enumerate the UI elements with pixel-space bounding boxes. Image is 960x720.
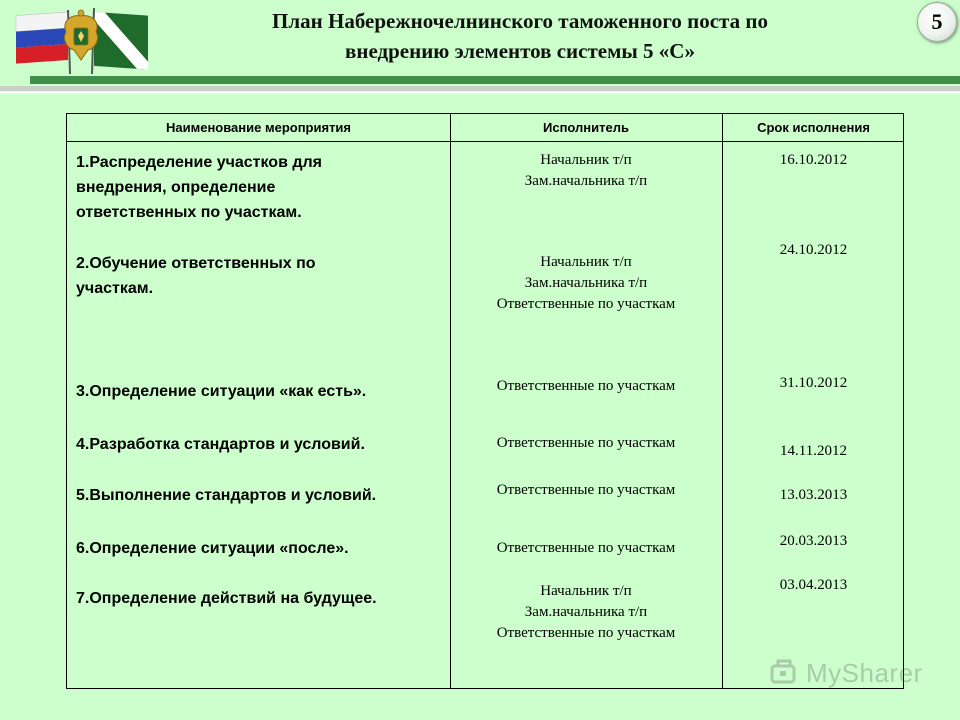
executor-cell: Начальник т/п Зам.начальника т/п bbox=[524, 152, 648, 189]
header-divider bbox=[67, 141, 903, 142]
mysharer-logo-icon bbox=[768, 656, 802, 690]
deadline-cell: 13.03.2013 bbox=[779, 487, 848, 503]
page-title bbox=[170, 6, 870, 66]
executor-cell: Начальник т/п Зам.начальника т/п Ответственные по участкам bbox=[496, 254, 676, 312]
executor-cell: Ответственные по участкам bbox=[496, 435, 676, 451]
deadline-cell: 31.10.2012 bbox=[779, 375, 848, 391]
deadline-cell: 16.10.2012 bbox=[779, 152, 848, 168]
executor-cell: Начальник т/п Зам.начальника т/п Ответственные по участкам bbox=[496, 583, 676, 641]
task-cell: 2.Обучение ответственных по участкам. bbox=[76, 255, 316, 297]
executor-cell: Ответственные по участкам bbox=[496, 540, 676, 556]
plan-table bbox=[66, 113, 904, 689]
task-cell: 4.Разработка стандартов и условий. bbox=[76, 436, 365, 453]
deadline-cell: 14.11.2012 bbox=[780, 443, 847, 459]
column-divider bbox=[722, 114, 723, 688]
task-cell: 5.Выполнение стандартов и условий. bbox=[76, 487, 377, 504]
header-band-light bbox=[0, 91, 960, 94]
title-line-2: внедрению элементов системы 5 «С» bbox=[345, 39, 695, 63]
column-header-executor: Исполнитель bbox=[543, 120, 629, 135]
executor-cell: Ответственные по участкам bbox=[496, 378, 676, 394]
task-cell: 3.Определение ситуации «как есть». bbox=[76, 383, 367, 400]
deadline-cell: 03.04.2013 bbox=[779, 577, 848, 593]
task-cell: 6.Определение ситуации «после». bbox=[76, 540, 349, 557]
column-header-task: Наименование мероприятия bbox=[165, 120, 352, 135]
header-band bbox=[30, 76, 960, 84]
watermark-text: MySharer bbox=[806, 658, 923, 688]
task-cell: 7.Определение действий на будущее. bbox=[76, 590, 377, 607]
deadline-cell: 20.03.2013 bbox=[779, 533, 848, 549]
task-cell: 1.Распределение участков для внедрения, определение ответственных по участкам. bbox=[76, 154, 323, 221]
watermark bbox=[768, 656, 923, 692]
title-line-1: План Набережночелнинского таможенного поста по bbox=[272, 9, 768, 33]
executor-cell: Ответственные по участкам bbox=[496, 482, 676, 498]
deadline-cell: 24.10.2012 bbox=[779, 242, 848, 258]
flags-emblem-icon bbox=[10, 2, 150, 76]
column-header-deadline: Срок исполнения bbox=[757, 120, 870, 135]
slide-number-badge: 5 bbox=[917, 2, 957, 42]
